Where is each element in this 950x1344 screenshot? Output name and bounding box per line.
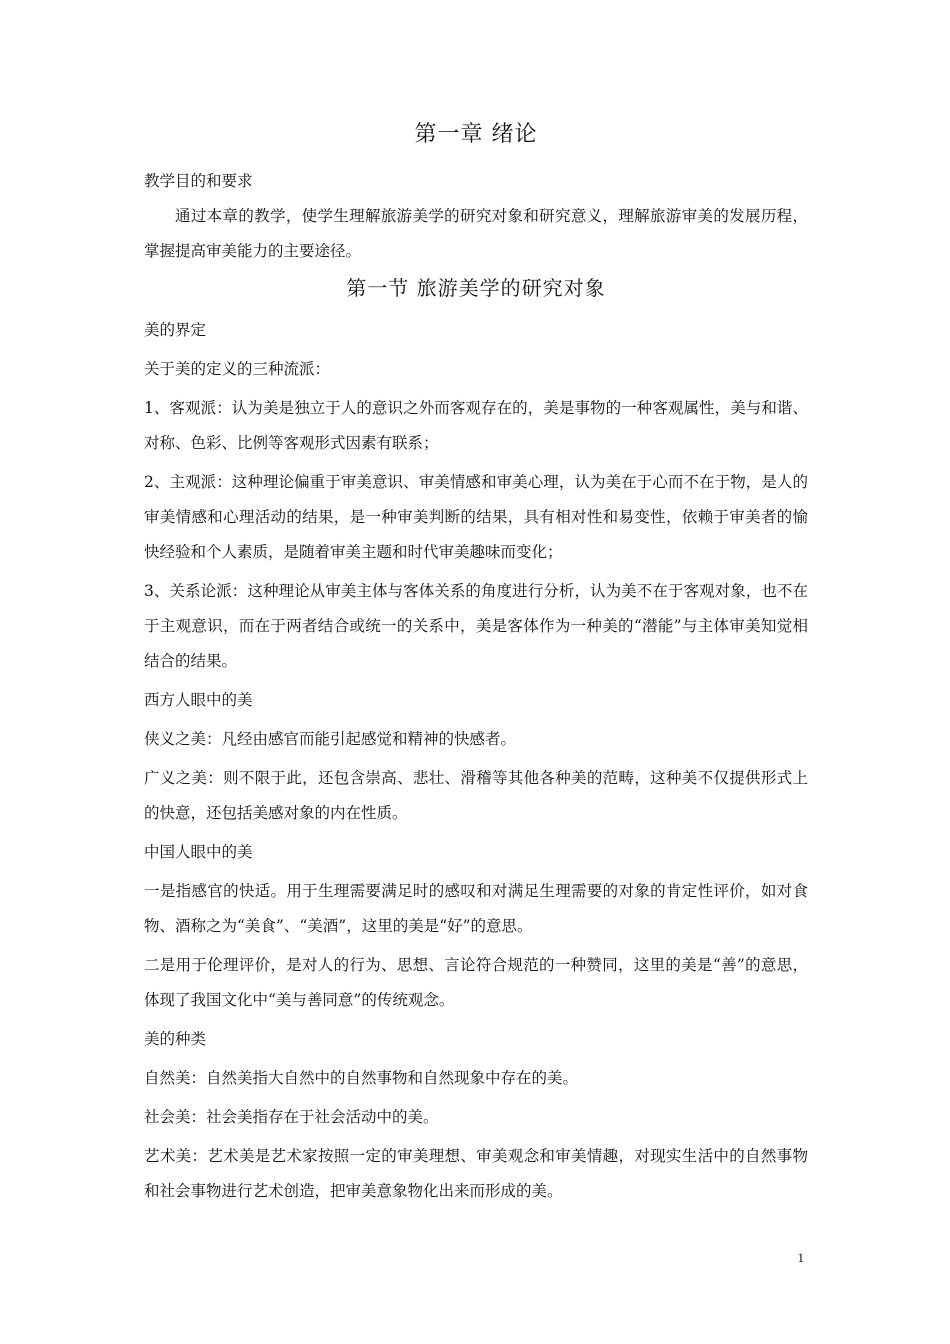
paragraph-subjective-school: 2、主观派：这种理论偏重于审美意识、审美情感和审美心理，认为美在于心而不在于物，是人的审美情感和心理活动的结果，是一种审美判断的结果，具有相对性和易变性，依赖于审美者的愉快经验和个人素质，是随着审美主题和时代审美趣味而变化； <box>144 473 808 561</box>
paragraph-narrow-beauty: 侠义之美：凡经由感官而能引起感觉和精神的快感者。 <box>144 730 517 748</box>
paragraph-natural-beauty: 自然美：自然美指大自然中的自然事物和自然现象中存在的美。 <box>144 1069 579 1087</box>
paragraph-relational-school: 3、关系论派：这种理论从审美主体与客体关系的角度进行分析，认为美不在于客观对象，也不在于主观意识，而在于两者结合或统一的关系中，美是客体作为一种美的“潜能”与主体审美知觉相结合的结果。 <box>144 582 808 670</box>
chapter-title: 第一章 绪论 <box>414 122 538 147</box>
heading-definition-of-beauty: 美的界定 <box>144 321 207 339</box>
paragraph-ethical-evaluation: 二是用于伦理评价，是对人的行为、思想、言论符合规范的一种赞同，这里的美是“善”的意思，体现了我国文化中“美与善同意”的传统观念。 <box>144 956 808 1009</box>
paragraph-sensory-pleasure: 一是指感官的快适。用于生理需要满足时的感叹和对满足生理需要的对象的肯定性评价，如对食物、酒称之为“美食”、“美酒”，这里的美是“好”的意思。 <box>144 882 808 935</box>
document-page <box>144 118 808 1209</box>
paragraph-artistic-beauty: 艺术美：艺术美是艺术家按照一定的审美理想、审美观念和审美情趣，对现实生活中的自然事物和社会事物进行艺术创造，把审美意象物化出来而形成的美。 <box>144 1147 808 1200</box>
objectives-heading: 教学目的和要求 <box>144 172 253 190</box>
paragraph-broad-beauty: 广义之美：则不限于此，还包含崇高、悲壮、滑稽等其他各种美的范畴，这种美不仅提供形式上的快意，还包括美感对象的内在性质。 <box>144 769 808 822</box>
paragraph-social-beauty: 社会美：社会美指存在于社会活动中的美。 <box>144 1108 439 1126</box>
paragraph-three-schools: 关于美的定义的三种流派： <box>144 360 331 378</box>
heading-western-view: 西方人眼中的美 <box>144 691 253 709</box>
section-title: 第一节 旅游美学的研究对象 <box>346 276 606 300</box>
heading-chinese-view: 中国人眼中的美 <box>144 843 253 861</box>
paragraph-objective-school: 1、客观派：认为美是独立于人的意识之外而客观存在的，美是事物的一种客观属性，美与和谐、对称、色彩、比例等客观形式因素有联系； <box>144 399 808 452</box>
heading-types-of-beauty: 美的种类 <box>144 1030 207 1048</box>
page-number: 1 <box>797 1250 804 1265</box>
objectives-text: 通过本章的教学，使学生理解旅游美学的研究对象和研究意义，理解旅游审美的发展历程，掌握提高审美能力的主要途径。 <box>144 207 808 260</box>
